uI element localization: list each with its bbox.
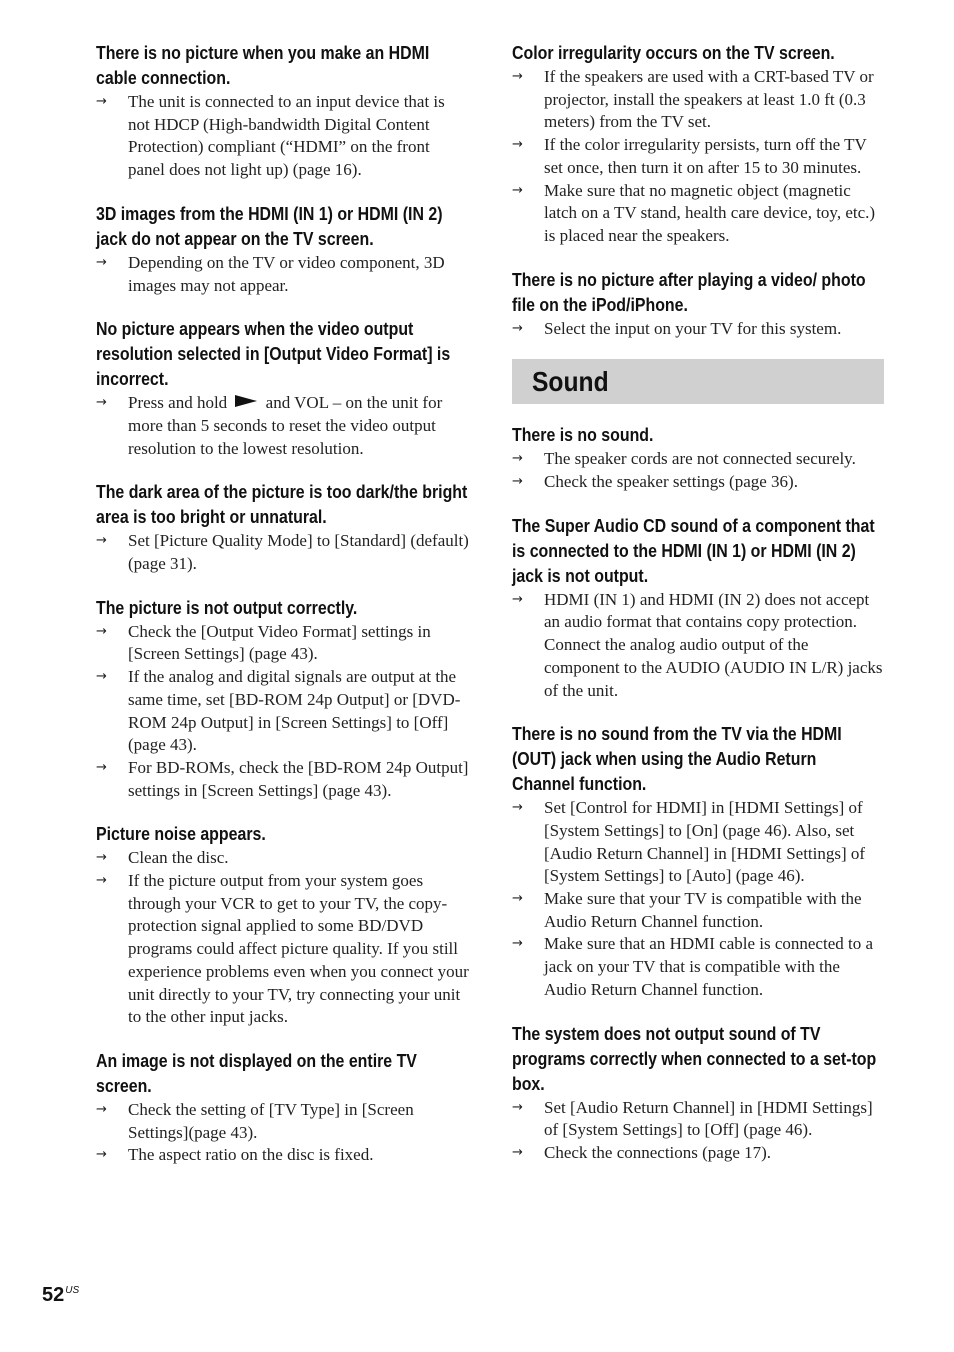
page-number-value: 52	[42, 1284, 65, 1306]
troubleshooting-section	[512, 513, 884, 703]
arrow-icon: →	[96, 94, 107, 109]
arrow-icon: →	[512, 1099, 523, 1115]
list-item	[96, 252, 470, 297]
item-text: Make sure that an HDMI cable is connected to a jack on your TV that is compatible with the Audio Return Channel function.	[544, 934, 874, 999]
arrow-icon: →	[96, 759, 107, 775]
item-list	[512, 797, 884, 1001]
item-list	[512, 589, 884, 703]
list-item	[512, 888, 884, 933]
troubleshooting-section	[96, 201, 470, 297]
left-column	[96, 40, 470, 1186]
item-list	[96, 530, 470, 575]
troubleshooting-section	[96, 1048, 470, 1167]
item-text: Make sure that no magnetic object (magnetic latch on a TV stand, health care device, toy, etc.) is placed near the speakers.	[544, 180, 876, 245]
section-heading: There is no sound from the TV via the HDMI (OUT) jack when using the Audio Return Channel function.	[512, 723, 842, 795]
list-item	[96, 666, 470, 757]
troubleshooting-section	[96, 316, 470, 460]
arrow-icon: →	[96, 1147, 107, 1163]
arrow-icon: →	[512, 320, 523, 336]
list-item	[96, 621, 470, 666]
item-text: The speaker cords are not connected securely.	[544, 449, 856, 469]
troubleshooting-section	[96, 821, 470, 1029]
list-item	[96, 870, 470, 1029]
arrow-icon: →	[512, 800, 523, 816]
item-text: Check the connections (page 17).	[544, 1142, 772, 1162]
item-text: If the color irregularity persists, turn off the TV set once, then turn it on after 15 to 30 minutes.	[544, 135, 867, 177]
troubleshooting-section	[512, 721, 884, 1001]
section-heading: The picture is not output correctly.	[96, 596, 358, 618]
item-list	[96, 392, 470, 460]
section-heading: There is no picture after playing a video/ photo file on the iPod/iPhone.	[512, 268, 866, 315]
item-text: Depending on the TV or video component, 3D images may not appear.	[128, 252, 445, 295]
arrow-icon: →	[96, 669, 107, 685]
item-text: If the picture output from your system goes through your VCR to get to your TV, the copy-protection signal applied to some BD/DVD programs could affect picture quality. If you still experience problems even when you connect your unit directly to your TV, try connecting your unit to the other input jacks.	[128, 871, 469, 1027]
arrow-icon: →	[512, 474, 523, 490]
list-item	[512, 471, 884, 494]
troubleshooting-section	[96, 479, 470, 575]
sound-section-title: Sound	[532, 366, 609, 398]
list-item	[512, 66, 884, 134]
list-item	[96, 757, 470, 802]
item-list	[96, 847, 470, 1029]
item-text: If the speakers are used with a CRT-based TV or projector, install the speakers at least 1.0 ft (0.3 meters) from the TV set.	[544, 67, 874, 132]
item-list	[512, 318, 884, 341]
list-item	[96, 392, 470, 460]
item-text: Select the input on your TV for this system.	[544, 318, 842, 338]
item-text: Set [Picture Quality Mode] to [Standard] (default) (page 31).	[128, 531, 469, 574]
list-item	[96, 1099, 470, 1144]
section-heading: Color irregularity occurs on the TV screen.	[512, 42, 835, 63]
right-column	[512, 40, 884, 1184]
play-icon	[235, 395, 257, 407]
arrow-icon: →	[96, 1101, 107, 1117]
arrow-icon: →	[96, 254, 107, 270]
list-item	[512, 589, 884, 703]
item-list	[96, 621, 470, 803]
arrow-icon: →	[512, 451, 523, 467]
item-text: Set [Control for HDMI] in [HDMI Settings] of [System Settings] to [On] (page 46). Also, set [Audio Return Channel] in [HDMI Settings] of [System Settings] to [Auto] (page 46).	[544, 798, 866, 886]
section-heading: There is no picture when you make an HDMI cable connection.	[96, 42, 430, 88]
item-text: Set [Audio Return Channel] in [HDMI Settings] of [System Settings] to [Off] (page 46).	[544, 1097, 873, 1140]
item-text: Check the [Output Video Format] settings in [Screen Settings] (page 43).	[128, 621, 431, 664]
section-heading: The dark area of the picture is too dark/the bright area is too bright or unnatural.	[96, 481, 468, 528]
item-list	[96, 252, 470, 297]
item-text-after: and VOL – on the unit for more than 5 seconds to reset the video output resolution to the lowest resolution.	[128, 393, 443, 458]
section-heading: The system does not output sound of TV programs correctly when connected to a set-top box.	[512, 1022, 877, 1094]
arrow-icon: →	[512, 891, 523, 907]
section-heading: No picture appears when the video output resolution selected in [Output Video Format] is incorrect.	[96, 318, 451, 390]
item-list	[512, 1097, 884, 1165]
section-heading: An image is not displayed on the entire TV screen.	[96, 1049, 417, 1096]
arrow-icon: →	[512, 182, 523, 198]
list-item	[512, 318, 884, 341]
section-heading: 3D images from the HDMI (IN 1) or HDMI (IN 2) jack do not appear on the TV screen.	[96, 202, 443, 249]
arrow-icon: →	[512, 137, 523, 153]
arrow-icon: →	[96, 395, 107, 411]
list-item	[96, 1144, 470, 1167]
list-item	[512, 797, 884, 888]
list-item	[96, 530, 470, 575]
arrow-icon: →	[512, 591, 523, 607]
item-text: HDMI (IN 1) and HDMI (IN 2) does not accept an audio format that contains copy protection. Connect the analog audio output of the component to the AUDIO (AUDIO IN L/R) jacks of the unit.	[544, 589, 883, 700]
list-item	[512, 180, 884, 248]
item-text: If the analog and digital signals are output at the same time, set [BD-ROM 24p Output] or [DVD-ROM 24p Output] in [Screen Settings] to [Off] (page 43).	[128, 667, 461, 755]
troubleshooting-section	[512, 40, 884, 248]
item-text: The aspect ratio on the disc is fixed.	[128, 1145, 374, 1165]
page-number-suffix: US	[65, 1285, 80, 1296]
troubleshooting-section	[512, 1021, 884, 1165]
item-list	[96, 1099, 470, 1167]
list-item	[512, 1142, 884, 1165]
arrow-icon: →	[96, 623, 107, 639]
right-top-sections	[512, 40, 884, 340]
section-heading: There is no sound.	[512, 424, 654, 446]
troubleshooting-section	[512, 267, 884, 341]
list-item	[512, 448, 884, 471]
item-list	[512, 448, 884, 493]
item-list	[512, 66, 884, 248]
troubleshooting-section	[96, 40, 470, 182]
arrow-icon: →	[96, 850, 107, 866]
list-item	[512, 134, 884, 179]
page-number	[42, 1284, 79, 1307]
right-bottom-sections	[512, 422, 884, 1164]
arrow-icon: →	[512, 936, 523, 952]
list-item	[512, 933, 884, 1001]
item-text-before: Press and hold	[128, 393, 228, 413]
item-text: The unit is connected to an input device that is not HDCP (High-bandwidth Digital Content Protection) compliant (“HDMI” on the front panel does not light up) (page 16).	[128, 92, 445, 180]
item-text: Check the speaker settings (page 36).	[544, 472, 798, 492]
arrow-icon: →	[96, 873, 107, 889]
item-text: Check the setting of [TV Type] in [Screen Settings](page 43).	[128, 1099, 414, 1142]
arrow-icon: →	[512, 69, 523, 84]
list-item	[512, 1097, 884, 1142]
troubleshooting-section	[96, 595, 470, 803]
item-text: Clean the disc.	[128, 848, 229, 868]
list-item	[96, 91, 470, 182]
sound-section-band	[512, 359, 884, 404]
list-item	[96, 847, 470, 870]
arrow-icon: →	[96, 533, 107, 549]
item-text: For BD-ROMs, check the [BD-ROM 24p Output] settings in [Screen Settings] (page 43).	[128, 757, 469, 800]
arrow-icon: →	[512, 1144, 523, 1160]
section-heading: The Super Audio CD sound of a component that is connected to the HDMI (IN 1) or HDMI (IN 2) jack is not output.	[512, 514, 875, 586]
item-text: Make sure that your TV is compatible with the Audio Return Channel function.	[544, 889, 862, 931]
troubleshooting-section	[512, 422, 884, 493]
left-sections	[96, 40, 470, 1167]
section-heading: Picture noise appears.	[96, 823, 266, 845]
item-list	[96, 91, 470, 182]
